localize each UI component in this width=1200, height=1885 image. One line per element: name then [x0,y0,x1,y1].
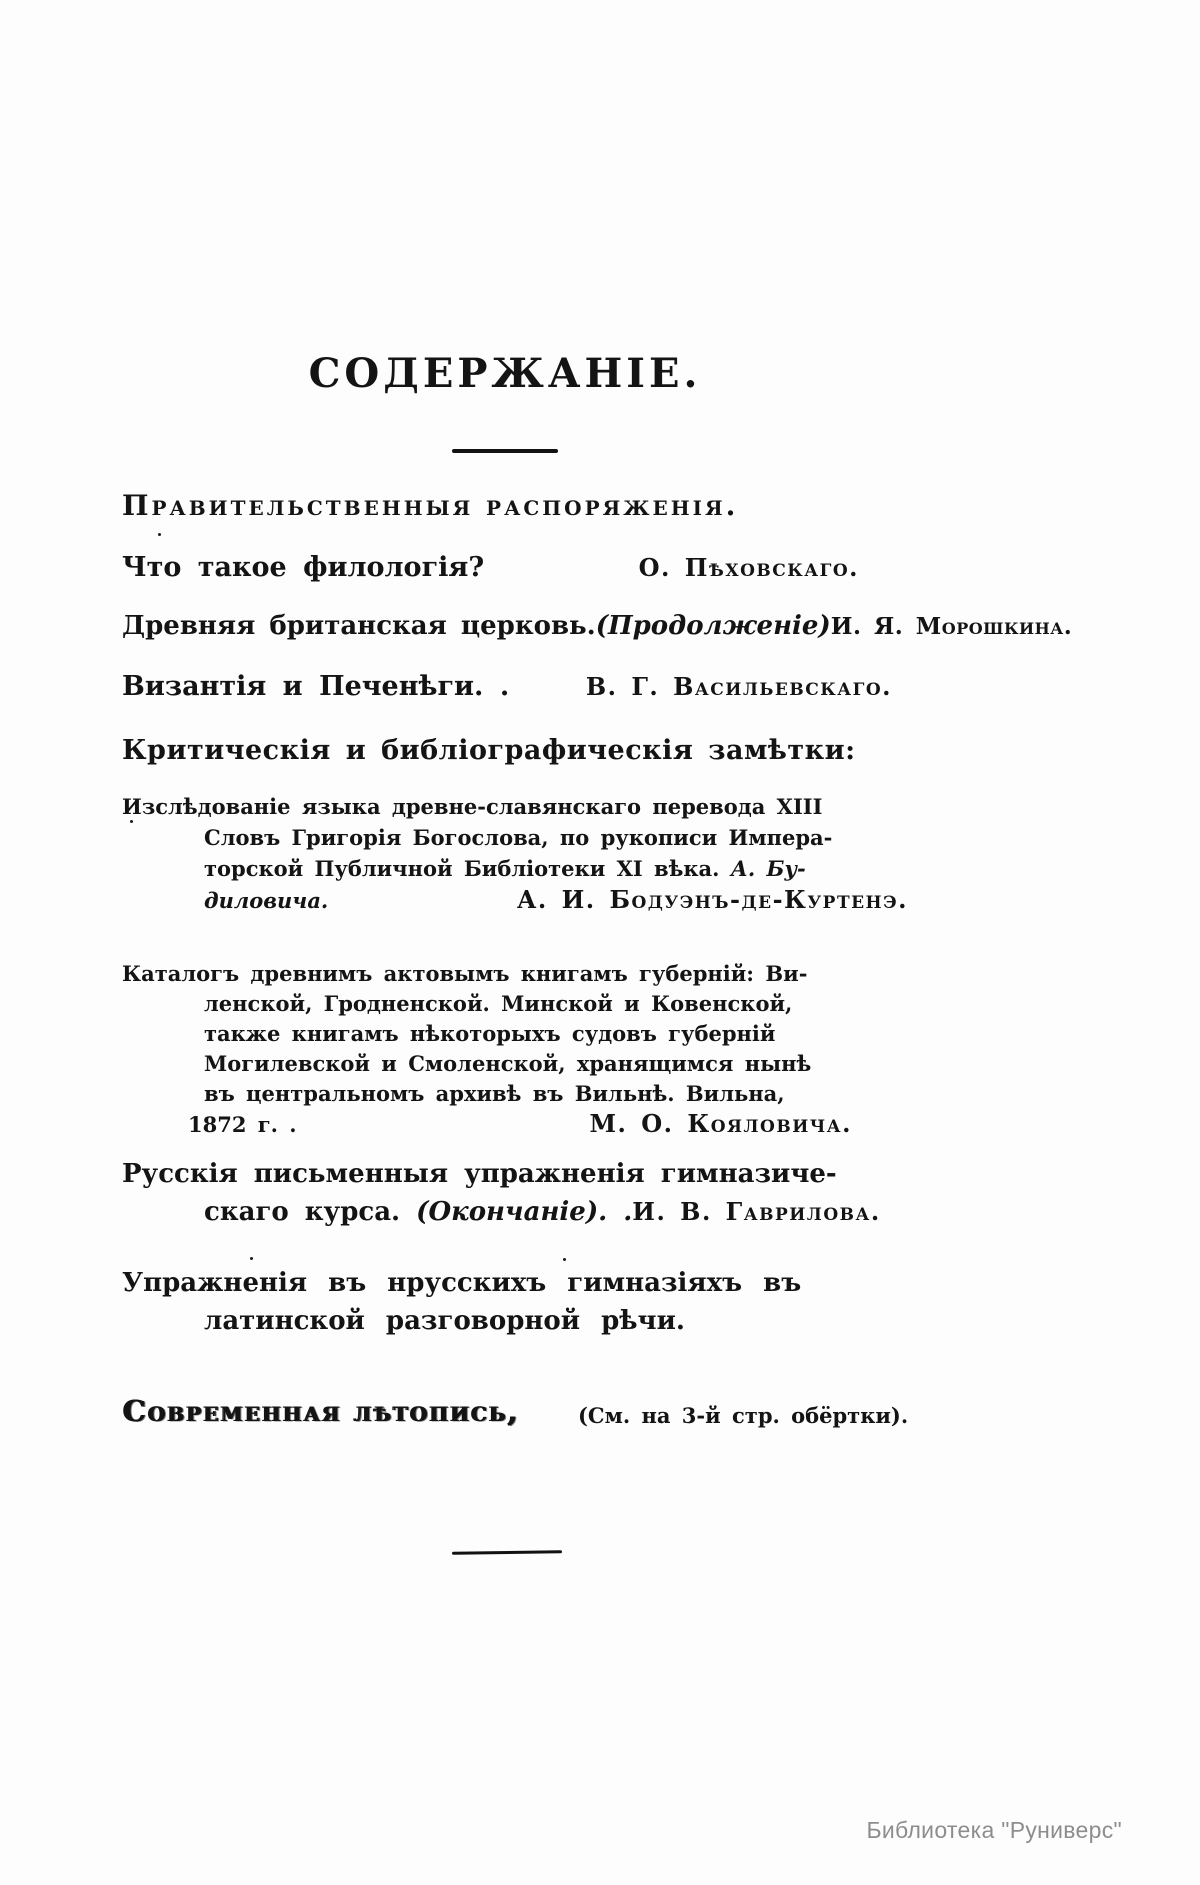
entry-line: также книгамъ нѣкоторыхъ судовъ губерній [204,1021,776,1046]
toc-entry-uprazhneniya [122,1264,802,1340]
entry-line: ленской, Гродненской. Минской и Ковенской, [204,991,793,1016]
entry-author: В. Г. Васильевскаго. [585,672,892,701]
entry-line: Упражненія въ нрусскихъ гимназіяхъ въ [122,1268,802,1298]
entry-line [204,853,908,884]
entry-line: Словъ Григорія Богослова, по рукописи Импера- [204,825,833,850]
toc-entry-byzantium [122,671,892,702]
scan-speck [563,1258,566,1261]
entry-line: латинской разговорной рѣчи. [204,1306,685,1336]
entry-title: Византія и Печенѣги. . [122,671,510,702]
entry-line-group [204,1193,632,1231]
entry-line-text: скаго курса. [204,1197,401,1227]
entry-line: Изслѣдованіе языка древне-славянскаго перевода XIII [122,794,823,819]
entry-continuation-note: (Продолженіе) [595,611,831,641]
toc-entry-russkiya [122,1155,881,1231]
entry-author: О. Пѣховскаго. [638,553,859,582]
scan-speck [250,1257,253,1260]
page-title: СОДЕРЖАНІЕ. [308,350,702,397]
chronicle-reference-note: (См. на 3-й стр. обёртки). [578,1403,909,1428]
section-header-critical-notes: Критическія и библіографическія замѣтки: [122,735,856,766]
toc-entry-british-church [122,611,1073,641]
entry-author: А. И. Бодуэнъ-де-Куртенэ. [516,885,908,914]
entry-last-line [188,1109,852,1140]
entry-last-line [204,1193,881,1231]
entry-author: И. Я. Морошкина. [830,613,1073,640]
entry-line-text: 1872 г. . [188,1112,297,1137]
bottom-divider-rule [452,1550,562,1555]
toc-entry-katalog [122,959,852,1140]
entry-author: И. В. Гаврилова. [632,1197,881,1226]
chronicle-title: Современная лѣтопись, [122,1394,519,1428]
section-header-government: Правительственныя распоряженія. [122,489,739,522]
entry-last-line [204,884,908,916]
entry-line-text: торской Публичной Библіотеки XI вѣка. [204,856,720,881]
entry-line-italic: А. Бу- [730,856,806,881]
toc-entry-chronicle [122,1394,912,1444]
entry-line: Русскія письменныя упражненія гимназиче- [122,1159,837,1189]
entry-line-italic: диловича. [204,888,329,913]
toc-entry-philology [122,552,859,583]
entry-ending-note: (Окончаніе). . [416,1197,633,1227]
library-watermark: Библиотека "Руниверс" [866,1817,1122,1843]
entry-line: Каталогъ древнимъ актовымъ книгамъ губерній: Ви- [122,961,808,986]
toc-entry-izsledovanie [122,791,908,916]
scan-speck [130,820,133,823]
entry-line: въ центральномъ архивѣ въ Вильнѣ. Вильна, [204,1081,785,1106]
scan-speck [158,533,161,536]
entry-author: М. О. Кояловича. [589,1109,852,1138]
entry-title: Древняя британская церковь. [122,611,596,641]
entry-title: Что такое филологія? [122,552,485,583]
entry-line: Могилевской и Смоленской, хранящимся нынѣ [204,1051,812,1076]
title-divider-rule [452,449,558,453]
